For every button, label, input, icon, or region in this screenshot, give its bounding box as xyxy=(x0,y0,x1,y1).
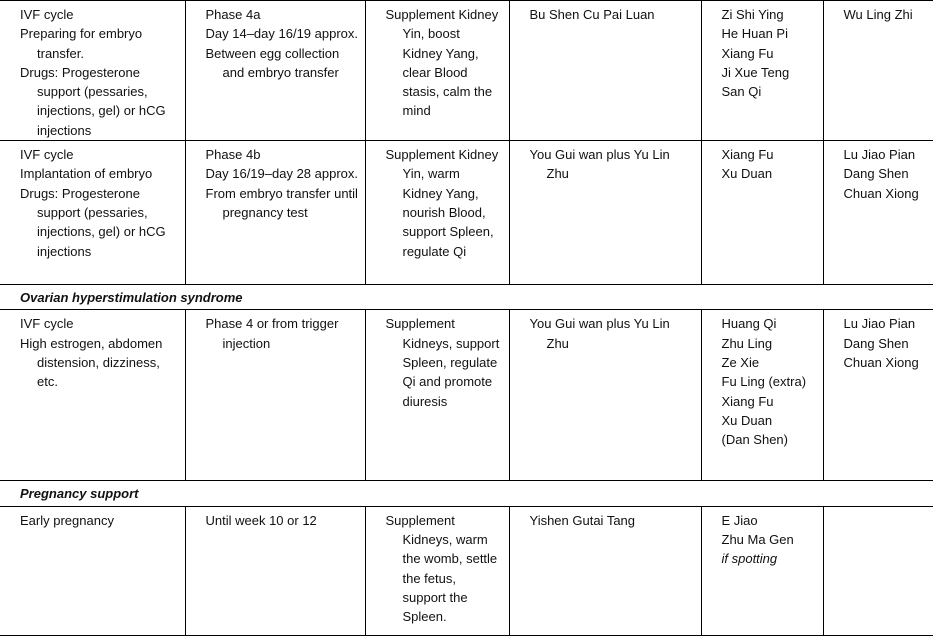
cell-treatment-principle xyxy=(365,1,509,141)
cell-line: Dang Shen xyxy=(843,166,909,182)
cell-extra-herbs xyxy=(823,141,933,285)
cell-line: Wu Ling Zhi xyxy=(843,7,913,22)
cell-formula xyxy=(509,506,701,635)
cell-line: Supplement Kidney Yin, warm Kidney Yang, nourish Blood, support Spleen, regulate Qi xyxy=(385,147,499,259)
cell-line: He Huan Pi xyxy=(721,26,788,42)
cell-stage xyxy=(0,310,185,481)
cell-line: Supplement Kidney Yin, boost Kidney Yang, clear Blood stasis, calm the mind xyxy=(385,7,499,119)
cell-stage xyxy=(0,1,185,141)
section-row xyxy=(0,481,933,506)
cell-line: Day 14–day 16/19 approx. xyxy=(205,26,358,42)
cell-line: Zi Shi Ying xyxy=(721,7,784,22)
section-heading-ohss: Ovarian hyperstimulation syndrome xyxy=(0,285,933,310)
cell-line: Phase 4a xyxy=(205,7,261,22)
cell-phase xyxy=(185,141,365,285)
cell-line: E Jiao xyxy=(721,512,758,528)
cell-phase xyxy=(185,310,365,481)
cell-line: IVF cycle xyxy=(20,7,74,22)
cell-treatment-principle xyxy=(365,506,509,635)
cell-line: IVF cycle xyxy=(20,147,74,163)
cell-extra-herbs xyxy=(823,310,933,481)
cell-line: Yishen Gutai Tang xyxy=(529,512,636,528)
cell-line: Xiang Fu xyxy=(721,393,774,409)
cell-line: Early pregnancy xyxy=(20,512,114,528)
cell-line: Phase 4 or from trigger injection xyxy=(205,316,339,351)
cell-line: Drugs: Progesterone support (pessaries, injections, gel) or hCG injections xyxy=(20,185,166,259)
cell-formula xyxy=(509,141,701,285)
cell-line: Xu Duan xyxy=(721,412,773,428)
section-row xyxy=(0,285,933,310)
cell-stage xyxy=(0,141,185,285)
cell-extra-herbs xyxy=(823,506,933,635)
cell-phase xyxy=(185,506,365,635)
table-row-ohss xyxy=(0,310,933,481)
cell-line: Chuan Xiong xyxy=(843,185,919,201)
cell-line: Ji Xue Teng xyxy=(721,64,790,80)
cell-line: Zhu Ling xyxy=(721,335,773,351)
cell-line: IVF cycle xyxy=(20,316,74,332)
cell-treatment-principle xyxy=(365,310,509,481)
cell-line: From embryo transfer until pregnancy test xyxy=(205,185,358,220)
cell-line: Dang Shen xyxy=(843,335,909,351)
cell-line: Xiang Fu xyxy=(721,147,774,163)
table-row-phase-4b xyxy=(0,141,933,285)
cell-line: Chuan Xiong xyxy=(843,354,919,370)
cell-treatment-principle xyxy=(365,141,509,285)
cell-line: San Qi xyxy=(721,84,762,100)
cell-line: Implantation of embryo xyxy=(20,166,153,182)
cell-formula xyxy=(509,1,701,141)
cell-stage xyxy=(0,506,185,635)
cell-line: High estrogen, abdomen distension, dizziness, etc. xyxy=(20,335,163,390)
cell-line: Drugs: Progesterone support (pessaries, injections, gel) or hCG injections xyxy=(20,64,166,138)
cell-line: Xu Duan xyxy=(721,166,773,182)
section-heading-pregnancy: Pregnancy support xyxy=(0,481,933,506)
cell-line: Fu Ling (extra) xyxy=(721,374,807,390)
cell-additions xyxy=(701,506,823,635)
cell-line: Phase 4b xyxy=(205,147,261,163)
cell-line: Zhu Ma Gen xyxy=(721,531,794,547)
cell-line: (Dan Shen) xyxy=(721,432,788,448)
cell-line: Huang Qi xyxy=(721,316,777,332)
table-row-early-pregnancy xyxy=(0,506,933,635)
cell-additions xyxy=(701,141,823,285)
cell-phase xyxy=(185,1,365,141)
cell-line: Supplement Kidneys, support Spleen, regulate Qi and promote diuresis xyxy=(385,316,500,409)
cell-extra-herbs xyxy=(823,1,933,141)
cell-line: Day 16/19–day 28 approx. xyxy=(205,166,358,182)
cell-line: Bu Shen Cu Pai Luan xyxy=(529,7,655,22)
cell-line: You Gui wan plus Yu Lin Zhu xyxy=(529,316,670,351)
cell-line: Lu Jiao Pian xyxy=(843,316,916,332)
cell-formula xyxy=(509,310,701,481)
cell-additions xyxy=(701,1,823,141)
table-row-phase-4a xyxy=(0,1,933,141)
cell-line: Lu Jiao Pian xyxy=(843,147,916,163)
cell-line: Ze Xie xyxy=(721,354,760,370)
cell-line: Until week 10 or 12 xyxy=(205,512,317,528)
cell-additions xyxy=(701,310,823,481)
cell-line: Preparing for embryo transfer. xyxy=(20,26,143,61)
cell-line-note: if spotting xyxy=(721,551,778,567)
cell-line: Between egg collection and embryo transfer xyxy=(205,45,340,80)
cell-line: You Gui wan plus Yu Lin Zhu xyxy=(529,147,670,182)
cell-line: Supplement Kidneys, warm the womb, settle the fetus, support the Spleen. xyxy=(385,512,498,625)
cell-line: Xiang Fu xyxy=(721,45,774,61)
